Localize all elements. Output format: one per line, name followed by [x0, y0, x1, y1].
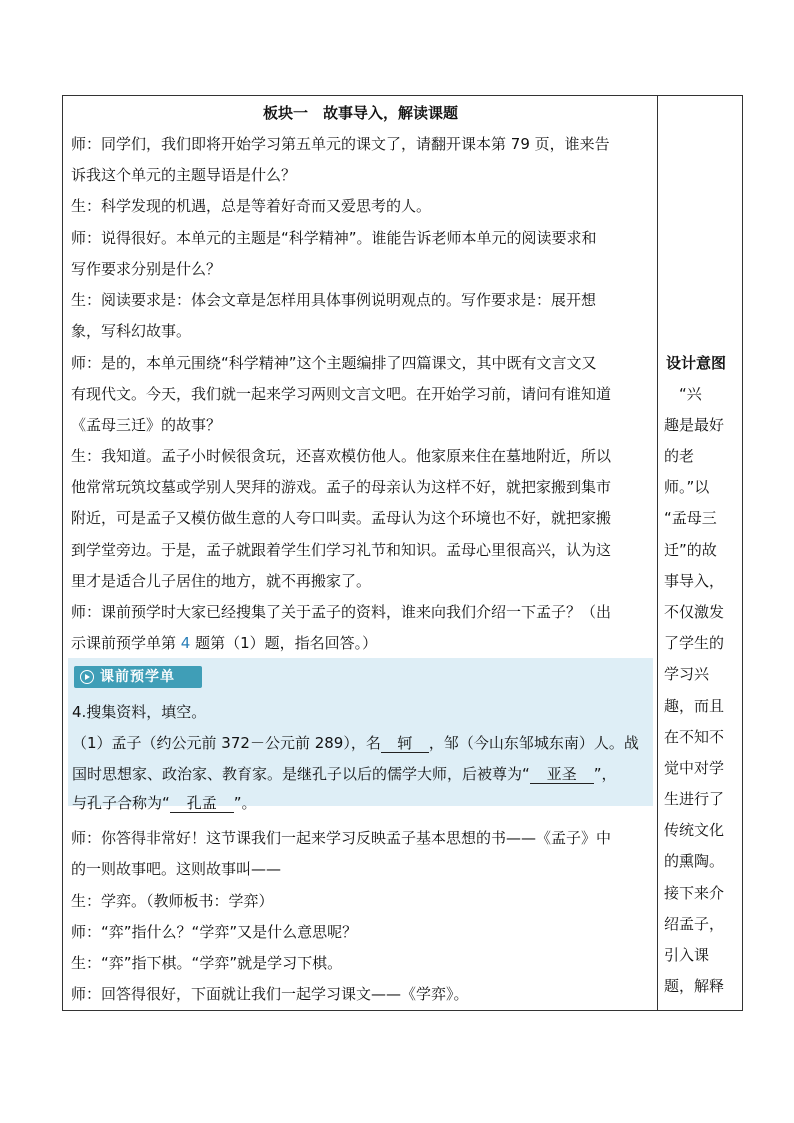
text-line: 生：学弈。（教师板书：学弈） — [71, 892, 274, 910]
intent-line: “孟母三 — [664, 509, 717, 527]
intent-line: 不仅激发 — [664, 603, 725, 621]
intent-line: 题，解释 — [664, 977, 725, 995]
intent-line: 生进行了 — [664, 790, 725, 808]
answer-blank-name: 轲 — [381, 735, 429, 753]
text-line: 他常常玩筑坟墓或学别人哭拜的游戏。孟子的母亲认为这样不好，就把家搬到集市 — [71, 478, 612, 496]
intent-line: 趣是最好 — [664, 416, 725, 434]
question-number: 4 — [180, 634, 191, 652]
text-line: 生：“弈”指下棋。“学弈”就是学习下棋。 — [71, 954, 343, 972]
intent-line: “兴 — [664, 385, 702, 403]
text-line: 附近，可是孟子又模仿做生意的人夸口叫卖。孟母认为这个环境也不好，就把家搬 — [71, 509, 612, 527]
text-line: 生：阅读要求是：体会文章是怎样用具体事例说明观点的。写作要求是：展开想 — [71, 291, 597, 309]
intent-line: 迁”的故 — [664, 541, 717, 559]
intent-line: 趣，而且 — [664, 697, 725, 715]
lesson-table — [62, 95, 743, 1011]
text-segment: ”， — [593, 765, 617, 783]
text-line: 师：你答得非常好！这节课我们一起来学习反映孟子基本思想的书——《孟子》中 — [71, 829, 612, 847]
prestudy-badge-label: 课前预学单 — [100, 669, 175, 685]
intent-line: 的老 — [664, 447, 695, 465]
text-line: 师：“弈”指什么？“学弈”又是什么意思呢？ — [71, 923, 358, 941]
question-line — [72, 793, 257, 813]
intent-line: 觉中对学 — [664, 759, 725, 777]
text-line: 师：回答得很好，下面就让我们一起学习课文——《学弈》。 — [71, 985, 469, 1003]
text-line: 写作要求分别是什么？ — [71, 260, 222, 278]
play-icon — [80, 670, 94, 684]
intent-line: 师。”以 — [664, 478, 710, 496]
intent-line: 接下来介 — [664, 884, 725, 902]
text-line: 师：是的，本单元围绕“科学精神”这个主题编排了四篇课文，其中既有文言文又 — [71, 354, 597, 372]
intent-line: 绍孟子， — [664, 915, 725, 933]
design-intent-column — [658, 96, 742, 1010]
question-line — [72, 733, 639, 753]
text-line: 生：科学发现的机遇，总是等着好奇而又爱思考的人。 — [71, 197, 432, 215]
intent-line: 学习兴 — [664, 665, 710, 683]
prestudy-box — [68, 658, 653, 812]
intent-line: 了学生的 — [664, 634, 725, 652]
text-line: 师：同学们，我们即将开始学习第五单元的课文了，请翻开课本第 79 页，谁来告 — [71, 135, 610, 153]
intent-line: 事导入， — [664, 572, 725, 590]
section-title: 板块一 故事导入，解读课题 — [262, 104, 458, 122]
text-line: 师：课前预学时大家已经搜集了关于孟子的资料，谁来向我们介绍一下孟子？（出 — [71, 603, 612, 621]
intent-line: 引入课 — [664, 946, 710, 964]
intent-line: 传统文化 — [664, 821, 725, 839]
question-line — [72, 764, 617, 784]
text-line: 师：说得很好。本单元的主题是“科学精神”。谁能告诉老师本单元的阅读要求和 — [71, 229, 597, 247]
question-title: 4.搜集资料，填空。 — [72, 703, 207, 721]
text-line: 里才是适合儿子居住的地方，就不再搬家了。 — [71, 572, 372, 590]
text-segment: 国时思想家、政治家、教育家。是继孔子以后的儒学大师，后被尊为“ — [72, 765, 530, 783]
text-line: 象，写科幻故事。 — [71, 322, 192, 340]
text-line: 诉我这个单元的主题导语是什么？ — [71, 166, 297, 184]
text-segment: ”。 — [233, 794, 257, 812]
answer-blank-pair: 孔孟 — [170, 795, 234, 813]
text-line: 生：我知道。孟子小时候很贪玩，还喜欢模仿他人。他家原来住在墓地附近，所以 — [71, 447, 612, 465]
text-segment: 与孔子合称为“ — [72, 794, 170, 812]
intent-line: 的熏陶。 — [664, 852, 725, 870]
text-segment: ，邹（今山东邹城东南）人。战 — [428, 734, 639, 752]
design-intent-title: 设计意图 — [666, 354, 727, 372]
text-line: 到学堂旁边。于是，孟子就跟着学生们学习礼节和知识。孟母心里很高兴，认为这 — [71, 541, 612, 559]
text-segment: 示课前预学单第 — [71, 634, 181, 652]
text-line: 《孟母三迁》的故事？ — [71, 416, 222, 434]
prestudy-badge — [74, 666, 202, 688]
text-line — [71, 633, 377, 653]
main-column — [63, 96, 658, 1010]
text-line: 有现代文。今天，我们就一起来学习两则文言文吧。在开始学习前，请问有谁知道 — [71, 385, 612, 403]
text-line: 的一则故事吧。这则故事叫—— — [71, 860, 282, 878]
answer-blank-title: 亚圣 — [530, 766, 594, 784]
intent-line: 在不知不 — [664, 728, 725, 746]
text-segment: 题第（1）题，指名回答。） — [190, 634, 378, 652]
text-segment: （1）孟子（约公元前 372－公元前 289），名 — [72, 734, 381, 752]
